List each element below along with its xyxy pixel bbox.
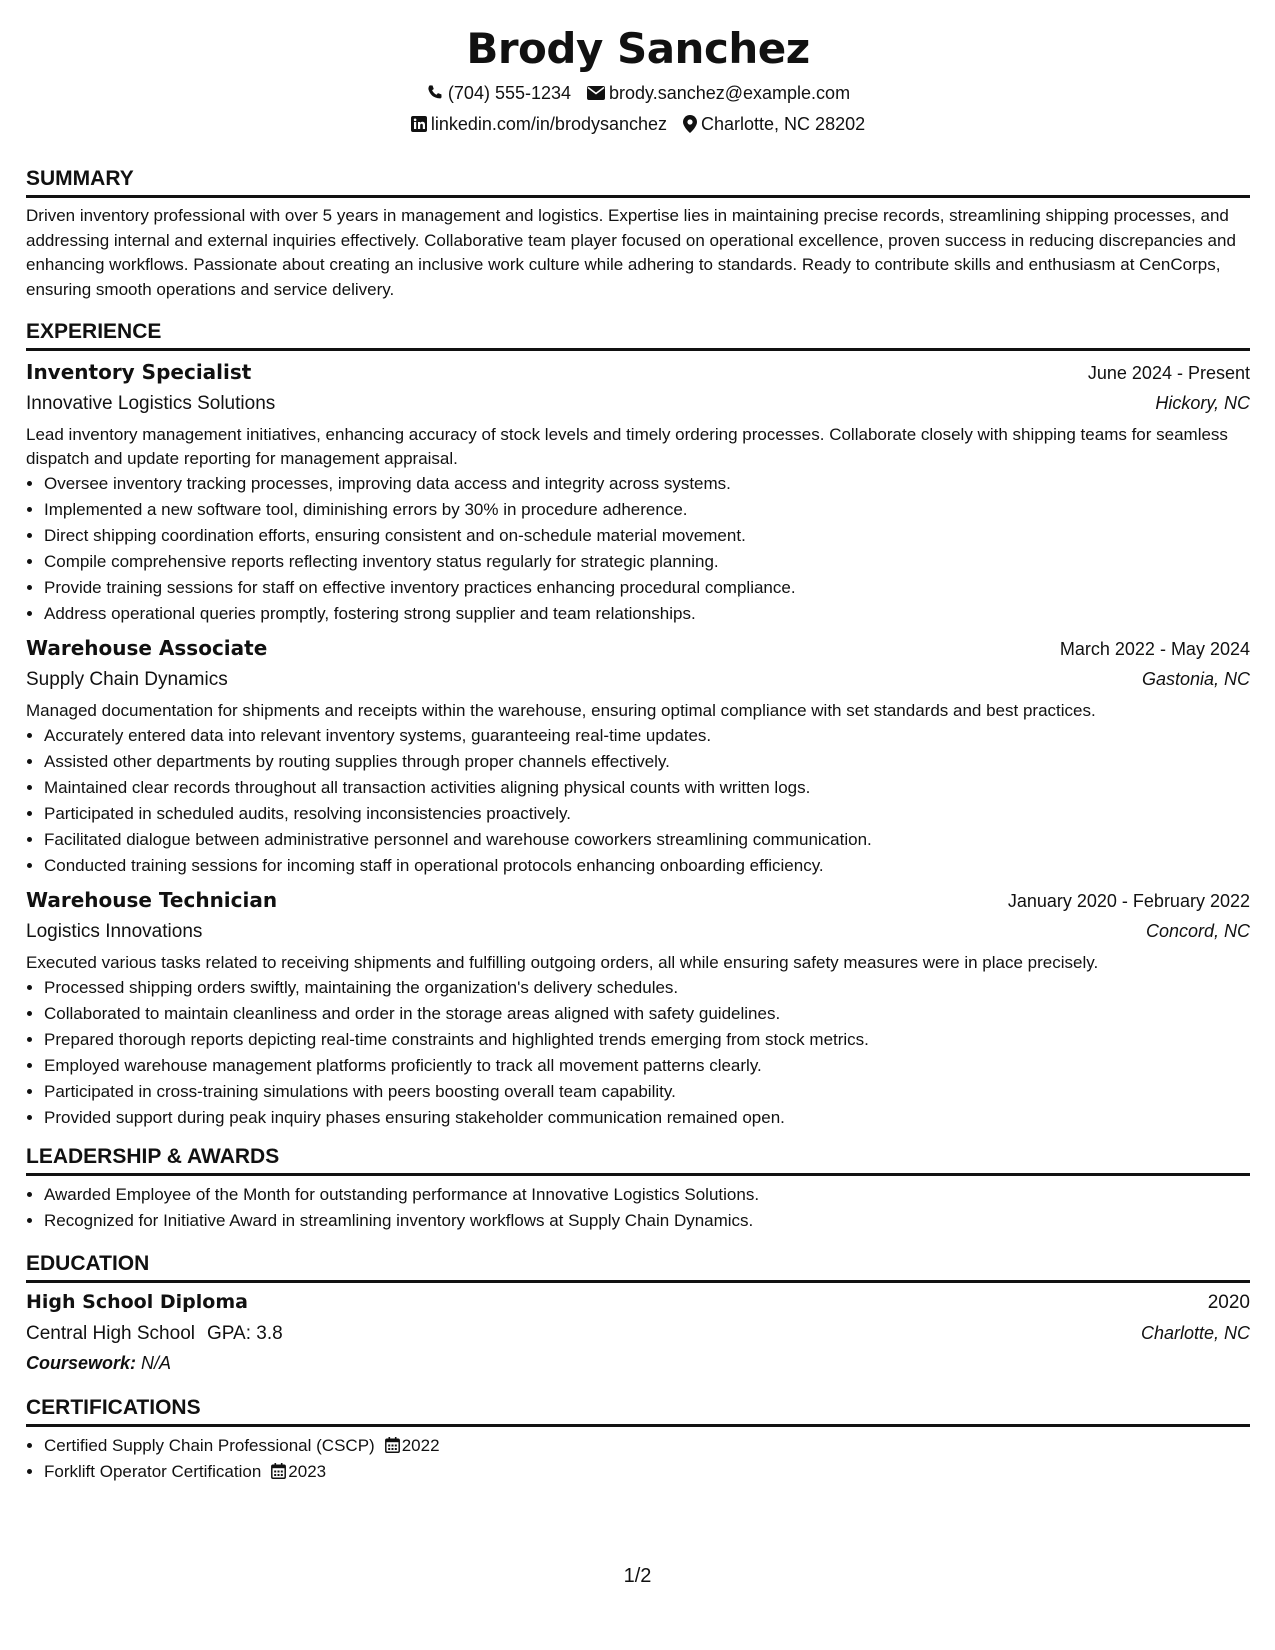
job-company: Supply Chain Dynamics <box>26 669 228 690</box>
calendar-icon <box>271 1463 286 1479</box>
list-item: • Provided support during peak inquiry phases ensuring stakeholder communication remained open. <box>44 1105 1250 1131</box>
phone-icon <box>426 84 444 102</box>
list-item: • Implemented a new software tool, diminishing errors by 30% in procedure adherence. <box>44 497 1250 523</box>
experience-section <box>26 320 1250 1131</box>
list-item: • Recognized for Initiative Award in streamlining inventory workflows at Supply Chain Dynamics. <box>44 1208 1250 1234</box>
phone-text: (704) 555-1234 <box>447 83 572 103</box>
job-dates: June 2024 - Present <box>1087 363 1250 383</box>
job-description: Lead inventory management initiatives, enhancing accuracy of stock levels and timely ordering processes. Collaborate closely with shipping teams for seamless dispatch and update reporting for management appraisal. <box>26 425 1228 468</box>
page-indicator: 1/2 <box>623 1565 652 1587</box>
candidate-name: Brody Sanchez <box>466 24 810 73</box>
envelope-icon <box>587 86 605 100</box>
list-item: • Maintained clear records throughout all transaction activities aligning physical counts with written logs. <box>44 775 1250 801</box>
leadership-heading: LEADERSHIP & AWARDS <box>26 1145 1250 1176</box>
location-text: Charlotte, NC 28202 <box>701 114 866 134</box>
map-pin-icon <box>683 115 697 133</box>
degree-title: High School Diploma <box>26 1291 248 1313</box>
coursework <box>26 1348 1250 1378</box>
contact-linkedin[interactable] <box>411 113 667 135</box>
summary-heading: SUMMARY <box>26 167 1250 198</box>
coursework-value: N/A <box>141 1353 172 1373</box>
list-item <box>44 1459 1250 1485</box>
list-item: • Facilitated dialogue between administrative personnel and warehouse coworkers streamlining communication. <box>44 827 1250 853</box>
job-description: Executed various tasks related to receiving shipments and fulfilling outgoing orders, all while ensuring safety measures were in place precisely. <box>26 953 1099 972</box>
list-item: • Conducted training sessions for incoming staff in operational protocols enhancing onboarding efficiency. <box>44 853 1250 879</box>
job-entry <box>26 633 1250 879</box>
job-title: Warehouse Associate <box>26 636 268 660</box>
job-title: Inventory Specialist <box>26 360 252 384</box>
job-bullets <box>26 471 1250 627</box>
summary-text: Driven inventory professional with over 5 years in management and logistics. Expertise lies in maintaining precise records, streamlining shipping processes, and addressing internal and external inquiries effectively. Collaborative team player focused on operational excellence, proven success in reducing discrepancies and enhancing workflows. Passionate about creating an inclusive work culture while adhering to standards. Ready to contribute skills and enthusiasm at CenCorps, ensuring smooth operations and service delivery. <box>26 206 1236 299</box>
experience-heading: EXPERIENCE <box>26 320 1250 351</box>
leadership-section <box>26 1145 1250 1234</box>
list-item: • Participated in scheduled audits, resolving inconsistencies proactively. <box>44 801 1250 827</box>
education-heading: EDUCATION <box>26 1252 1250 1283</box>
job-dates: January 2020 - February 2022 <box>1007 891 1250 911</box>
leadership-list <box>26 1182 1250 1234</box>
list-item: • Processed shipping orders swiftly, maintaining the organization's delivery schedules. <box>44 975 1250 1001</box>
contact-row-1 <box>26 82 1250 104</box>
linkedin-text: linkedin.com/in/brodysanchez <box>430 114 668 134</box>
job-entry <box>26 357 1250 627</box>
list-item <box>44 1433 1250 1459</box>
list-item: • Participated in cross-training simulations with peers boosting overall team capability. <box>44 1079 1250 1105</box>
certifications-list <box>26 1433 1250 1485</box>
certifications-section <box>26 1396 1250 1485</box>
job-dates: March 2022 - May 2024 <box>1059 639 1250 659</box>
education-year: 2020 <box>1207 1292 1250 1313</box>
contact-row-2 <box>26 113 1250 135</box>
list-item: • Provide training sessions for staff on effective inventory practices enhancing procedural compliance. <box>44 575 1250 601</box>
contact-phone <box>426 82 571 104</box>
job-company: Logistics Innovations <box>26 921 203 942</box>
cert-year: 2023 <box>288 1462 327 1481</box>
job-title: Warehouse Technician <box>26 888 278 912</box>
list-item: • Awarded Employee of the Month for outstanding performance at Innovative Logistics Solutions. <box>44 1182 1250 1208</box>
resume-page <box>26 0 1250 1485</box>
list-item: • Employed warehouse management platforms proficiently to track all movement patterns clearly. <box>44 1053 1250 1079</box>
coursework-label: Coursework: <box>26 1353 137 1373</box>
job-description: Managed documentation for shipments and receipts within the warehouse, ensuring optimal compliance with set standards and best practices. <box>26 701 1096 720</box>
job-entry <box>26 885 1250 1131</box>
education-section <box>26 1252 1250 1378</box>
certifications-heading: CERTIFICATIONS <box>26 1396 1250 1427</box>
email-text: brody.sanchez@example.com <box>609 83 851 103</box>
school-line <box>26 1320 283 1348</box>
job-location: Concord, NC <box>1145 921 1250 941</box>
list-item: • Address operational queries promptly, fostering strong supplier and team relationships. <box>44 601 1250 627</box>
list-item: • Compile comprehensive reports reflecting inventory status regularly for strategic planning. <box>44 549 1250 575</box>
list-item: • Oversee inventory tracking processes, improving data access and integrity across systems. <box>44 471 1250 497</box>
list-item: • Accurately entered data into relevant inventory systems, guaranteeing real-time updates. <box>44 723 1250 749</box>
education-location: Charlotte, NC <box>1140 1323 1250 1343</box>
list-item: • Assisted other departments by routing supplies through proper channels effectively. <box>44 749 1250 775</box>
cert-year: 2022 <box>401 1436 440 1455</box>
resume-header <box>26 22 1250 135</box>
gpa: GPA: 3.8 <box>206 1323 283 1344</box>
job-bullets <box>26 975 1250 1131</box>
list-item: • Collaborated to maintain cleanliness and order in the storage areas aligned with safety guidelines. <box>44 1001 1250 1027</box>
school-name: Central High School <box>26 1323 195 1344</box>
job-bullets <box>26 723 1250 879</box>
job-company: Innovative Logistics Solutions <box>26 393 276 414</box>
list-item: • Prepared thorough reports depicting real-time constraints and highlighted trends emerging from stock metrics. <box>44 1027 1250 1053</box>
linkedin-icon <box>411 116 427 132</box>
summary-section <box>26 167 1250 302</box>
list-item: • Direct shipping coordination efforts, ensuring consistent and on-schedule material movement. <box>44 523 1250 549</box>
calendar-icon <box>385 1437 400 1453</box>
cert-name: Certified Supply Chain Professional (CSCP) <box>44 1436 375 1455</box>
job-location: Gastonia, NC <box>1141 669 1250 689</box>
job-location: Hickory, NC <box>1155 393 1250 413</box>
cert-name: Forklift Operator Certification <box>44 1462 262 1481</box>
contact-email[interactable] <box>587 82 850 104</box>
contact-location <box>683 113 865 135</box>
